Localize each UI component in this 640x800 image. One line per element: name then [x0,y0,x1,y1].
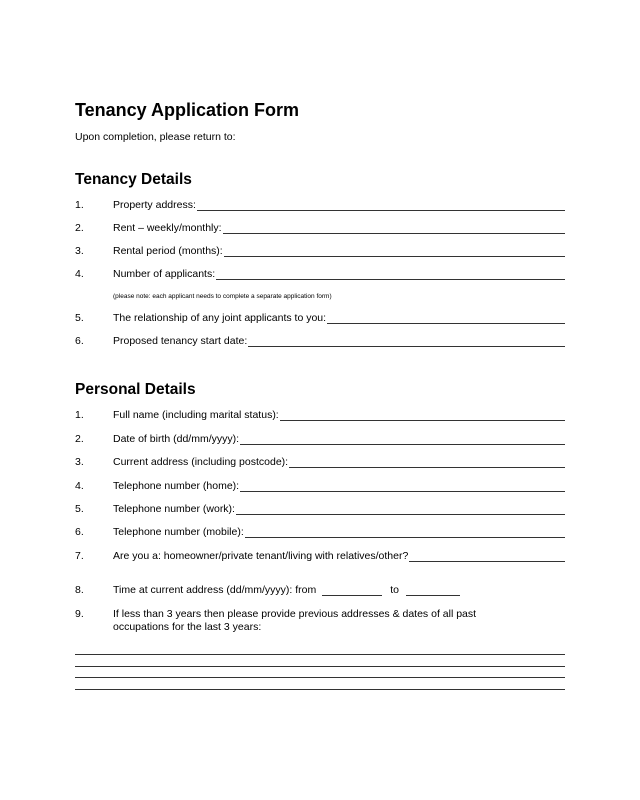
time-to-input[interactable] [406,585,460,596]
phone-mobile-input[interactable] [245,527,565,538]
tenancy-details-heading: Tenancy Details [75,171,192,188]
previous-addresses-line-3[interactable] [75,677,565,678]
item-number: 3. [75,245,84,257]
personal-row-full-name [75,409,565,423]
item-number: 5. [75,312,84,324]
personal-row-living-status [75,550,565,564]
item-number: 3. [75,456,84,468]
previous-addresses-line-1[interactable] [75,654,565,655]
personal-row-phone-mobile [75,526,565,540]
field-label: Rental period (months): [113,245,223,257]
full-name-field [113,409,565,421]
item-number: 6. [75,526,84,538]
date-of-birth-field [113,433,565,445]
full-name-input[interactable] [280,410,565,421]
time-at-address-field [113,584,565,596]
personal-row-current-address [75,456,565,470]
personal-row-date-of-birth [75,433,565,447]
field-label: Current address (including postcode): [113,456,289,468]
field-label: Proposed tenancy start date: [113,335,248,347]
item-number: 2. [75,222,84,234]
phone-work-field [113,503,565,515]
item-number: 4. [75,480,84,492]
phone-mobile-field [113,526,565,538]
tenancy-row-joint-relationship [75,312,565,326]
applicant-note: (please note: each applicant needs to complete a separate application form) [113,293,332,300]
property-address-input[interactable] [197,200,565,211]
rent-field [113,222,565,234]
field-label: Rent – weekly/monthly: [113,222,222,234]
item-number: 1. [75,199,84,211]
field-label: Date of birth (dd/mm/yyyy): [113,433,240,445]
tenancy-row-number-of-applicants [75,268,565,282]
living-status-field [113,550,565,562]
item-number: 4. [75,268,84,280]
tenancy-row-start-date [75,335,565,349]
field-label: Property address: [113,199,196,211]
start-date-input[interactable] [248,336,565,347]
page-title: Tenancy Application Form [75,100,300,120]
to-label: to [390,584,400,596]
current-address-field [113,456,565,468]
personal-row-time-at-address [75,584,565,598]
item-number: 9. [75,608,84,620]
rent-input[interactable] [223,223,565,234]
item-number: 8. [75,584,84,596]
personal-details-heading: Personal Details [75,381,196,398]
joint-relationship-field [113,312,565,324]
previous-addresses-label: If less than 3 years then please provide previous addresses & dates of all past occupations for the last 3 years: [113,608,477,633]
property-address-field [113,199,565,211]
field-label: Are you a: homeowner/private tenant/living with relatives/other? [113,550,409,562]
previous-addresses-line-2[interactable] [75,666,565,667]
item-number: 1. [75,409,84,421]
phone-home-input[interactable] [240,481,565,492]
field-label: Telephone number (home): [113,480,240,492]
tenancy-row-property-address [75,199,565,213]
start-date-field [113,335,565,347]
joint-relationship-input[interactable] [327,313,565,324]
personal-row-phone-work [75,503,565,517]
field-label: Number of applicants: [113,268,216,280]
field-label: Time at current address (dd/mm/yyyy): from [113,584,317,596]
field-label: Full name (including marital status): [113,409,279,421]
personal-row-phone-home [75,480,565,494]
tenancy-row-rental-period [75,245,565,259]
time-from-input[interactable] [322,585,382,596]
tenancy-row-rent [75,222,565,236]
rental-period-field [113,245,565,257]
field-label: Telephone number (work): [113,503,235,515]
field-label: Telephone number (mobile): [113,526,244,538]
phone-work-input[interactable] [236,504,565,515]
number-of-applicants-field [113,268,565,280]
item-number: 2. [75,433,84,445]
living-status-input[interactable] [409,551,565,562]
field-label: The relationship of any joint applicants to you: [113,312,327,324]
current-address-input[interactable] [289,457,565,468]
return-instructions: Upon completion, please return to: [75,131,236,143]
date-of-birth-input[interactable] [240,434,565,445]
phone-home-field [113,480,565,492]
previous-addresses-line-4[interactable] [75,689,565,690]
number-of-applicants-input[interactable] [216,269,565,280]
item-number: 6. [75,335,84,347]
rental-period-input[interactable] [224,246,565,257]
item-number: 5. [75,503,84,515]
item-number: 7. [75,550,84,562]
